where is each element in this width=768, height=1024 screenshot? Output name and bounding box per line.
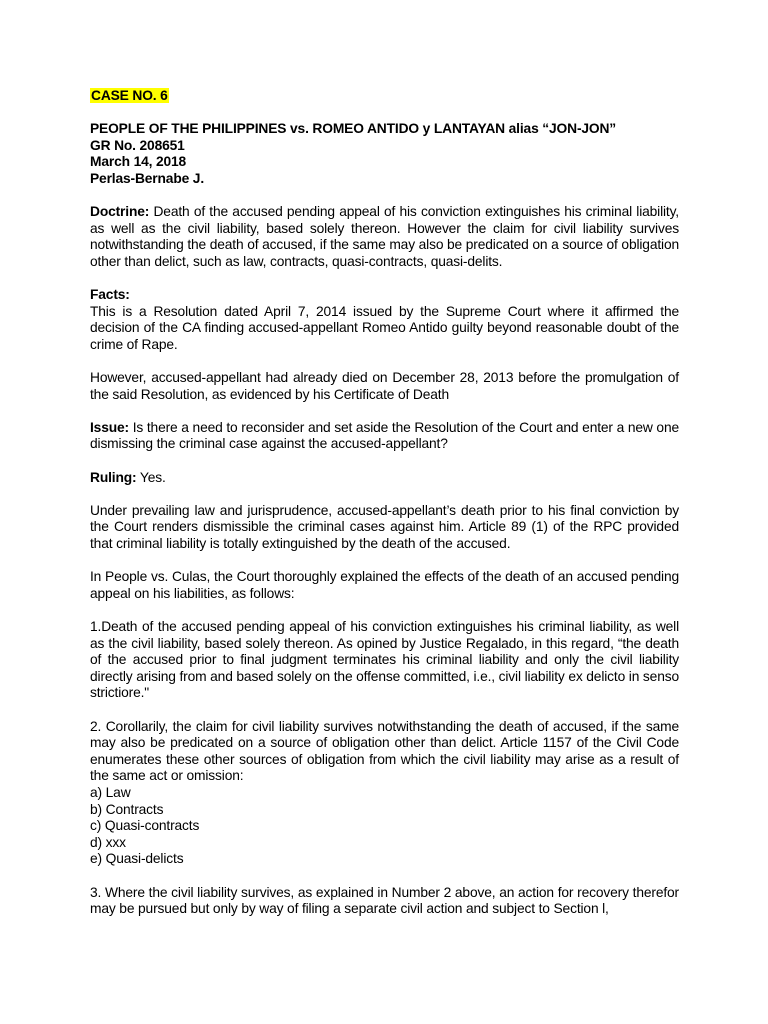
- issue-paragraph: [90, 420, 679, 453]
- decision-date: March 14, 2018: [90, 154, 187, 170]
- obligation-source: c) Quasi-contracts: [90, 818, 200, 834]
- ruling-item-2: 2. Corollarily, the claim for civil liability survives notwithstanding the death of accused, if the same may also be predicated on a source of obligation other than delict. Article 1157 of the Civil Code enumerates these other sources of obligation from which the civil liability may arise as a result of the same act or omission:: [90, 718, 679, 784]
- case-number-line: [90, 88, 679, 105]
- obligation-source: d) xxx: [90, 834, 126, 850]
- issue-text: Is there a need to reconsider and set aside the Resolution of the Court and enter a new one dismissing the criminal case against the accused-appellant?: [90, 419, 679, 452]
- ruling-paragraph: [90, 470, 679, 487]
- issue-label: Issue:: [90, 419, 129, 435]
- doctrine-text: Death of the accused pending appeal of his conviction extinguishes his criminal liability, as well as the civil liability, based solely thereon. However the claim for civil liability survives notwithstanding the death of accused, if the same may also be predicated on a source of obligation other than delict, such as law, contracts, quasi-contracts, quasi-delits.: [90, 204, 679, 269]
- case-number-highlight: CASE NO. 6: [91, 88, 168, 103]
- facts-label: Facts:: [90, 287, 130, 303]
- ruling-paragraph-2: In People vs. Culas, the Court thoroughly explained the effects of the death of an accused pending appeal on his liabilities, as follows:: [90, 569, 679, 601]
- facts-paragraph-1: This is a Resolution dated April 7, 2014 issued by the Supreme Court where it affirmed the decision of the CA finding accused-appellant Romeo Antido guilty beyond reasonable doubt of the crime of Rape.: [90, 303, 679, 352]
- ruling-answer: Yes.: [136, 469, 166, 485]
- ruling-label: Ruling:: [90, 469, 137, 485]
- gr-number: GR No. 208651: [90, 137, 185, 153]
- document-page: [90, 88, 679, 918]
- doctrine-paragraph: [90, 204, 679, 270]
- obligation-source: b) Contracts: [90, 801, 164, 817]
- ponente: Perlas-Bernabe J.: [90, 170, 205, 186]
- obligation-source: a) Law: [90, 784, 131, 800]
- ruling-item-3: 3. Where the civil liability survives, as explained in Number 2 above, an action for recovery therefor may be pursued but only by way of filing a separate civil action and subject to Section l,: [90, 884, 679, 917]
- ruling-item-1: 1.Death of the accused pending appeal of his conviction extinguishes his criminal liability, as well as the civil liability, based solely thereon. As opined by Justice Regalado, in this regard, “the death of the accused prior to final judgment terminates his criminal liability and only the civil liability directly arising from and based solely on the offense committed, i.e., civil liability ex delicto in senso strictiore.": [90, 619, 679, 701]
- obligation-source: e) Quasi-delicts: [90, 851, 184, 867]
- ruling-paragraph-1: Under prevailing law and jurisprudence, accused-appellant’s death prior to his final conviction by the Court renders dismissible the criminal cases against him. Article 89 (1) of the RPC provided that criminal liability is totally extinguished by the death of the accused.: [90, 502, 679, 552]
- doctrine-label: Doctrine:: [90, 204, 150, 220]
- facts-paragraph-2: However, accused-appellant had already died on December 28, 2013 before the promulgation of the said Resolution, as evidenced by his Certificate of Death: [90, 370, 679, 402]
- case-parties: PEOPLE OF THE PHILIPPINES vs. ROMEO ANTIDO y LANTAYAN alias “JON-JON”: [90, 121, 617, 137]
